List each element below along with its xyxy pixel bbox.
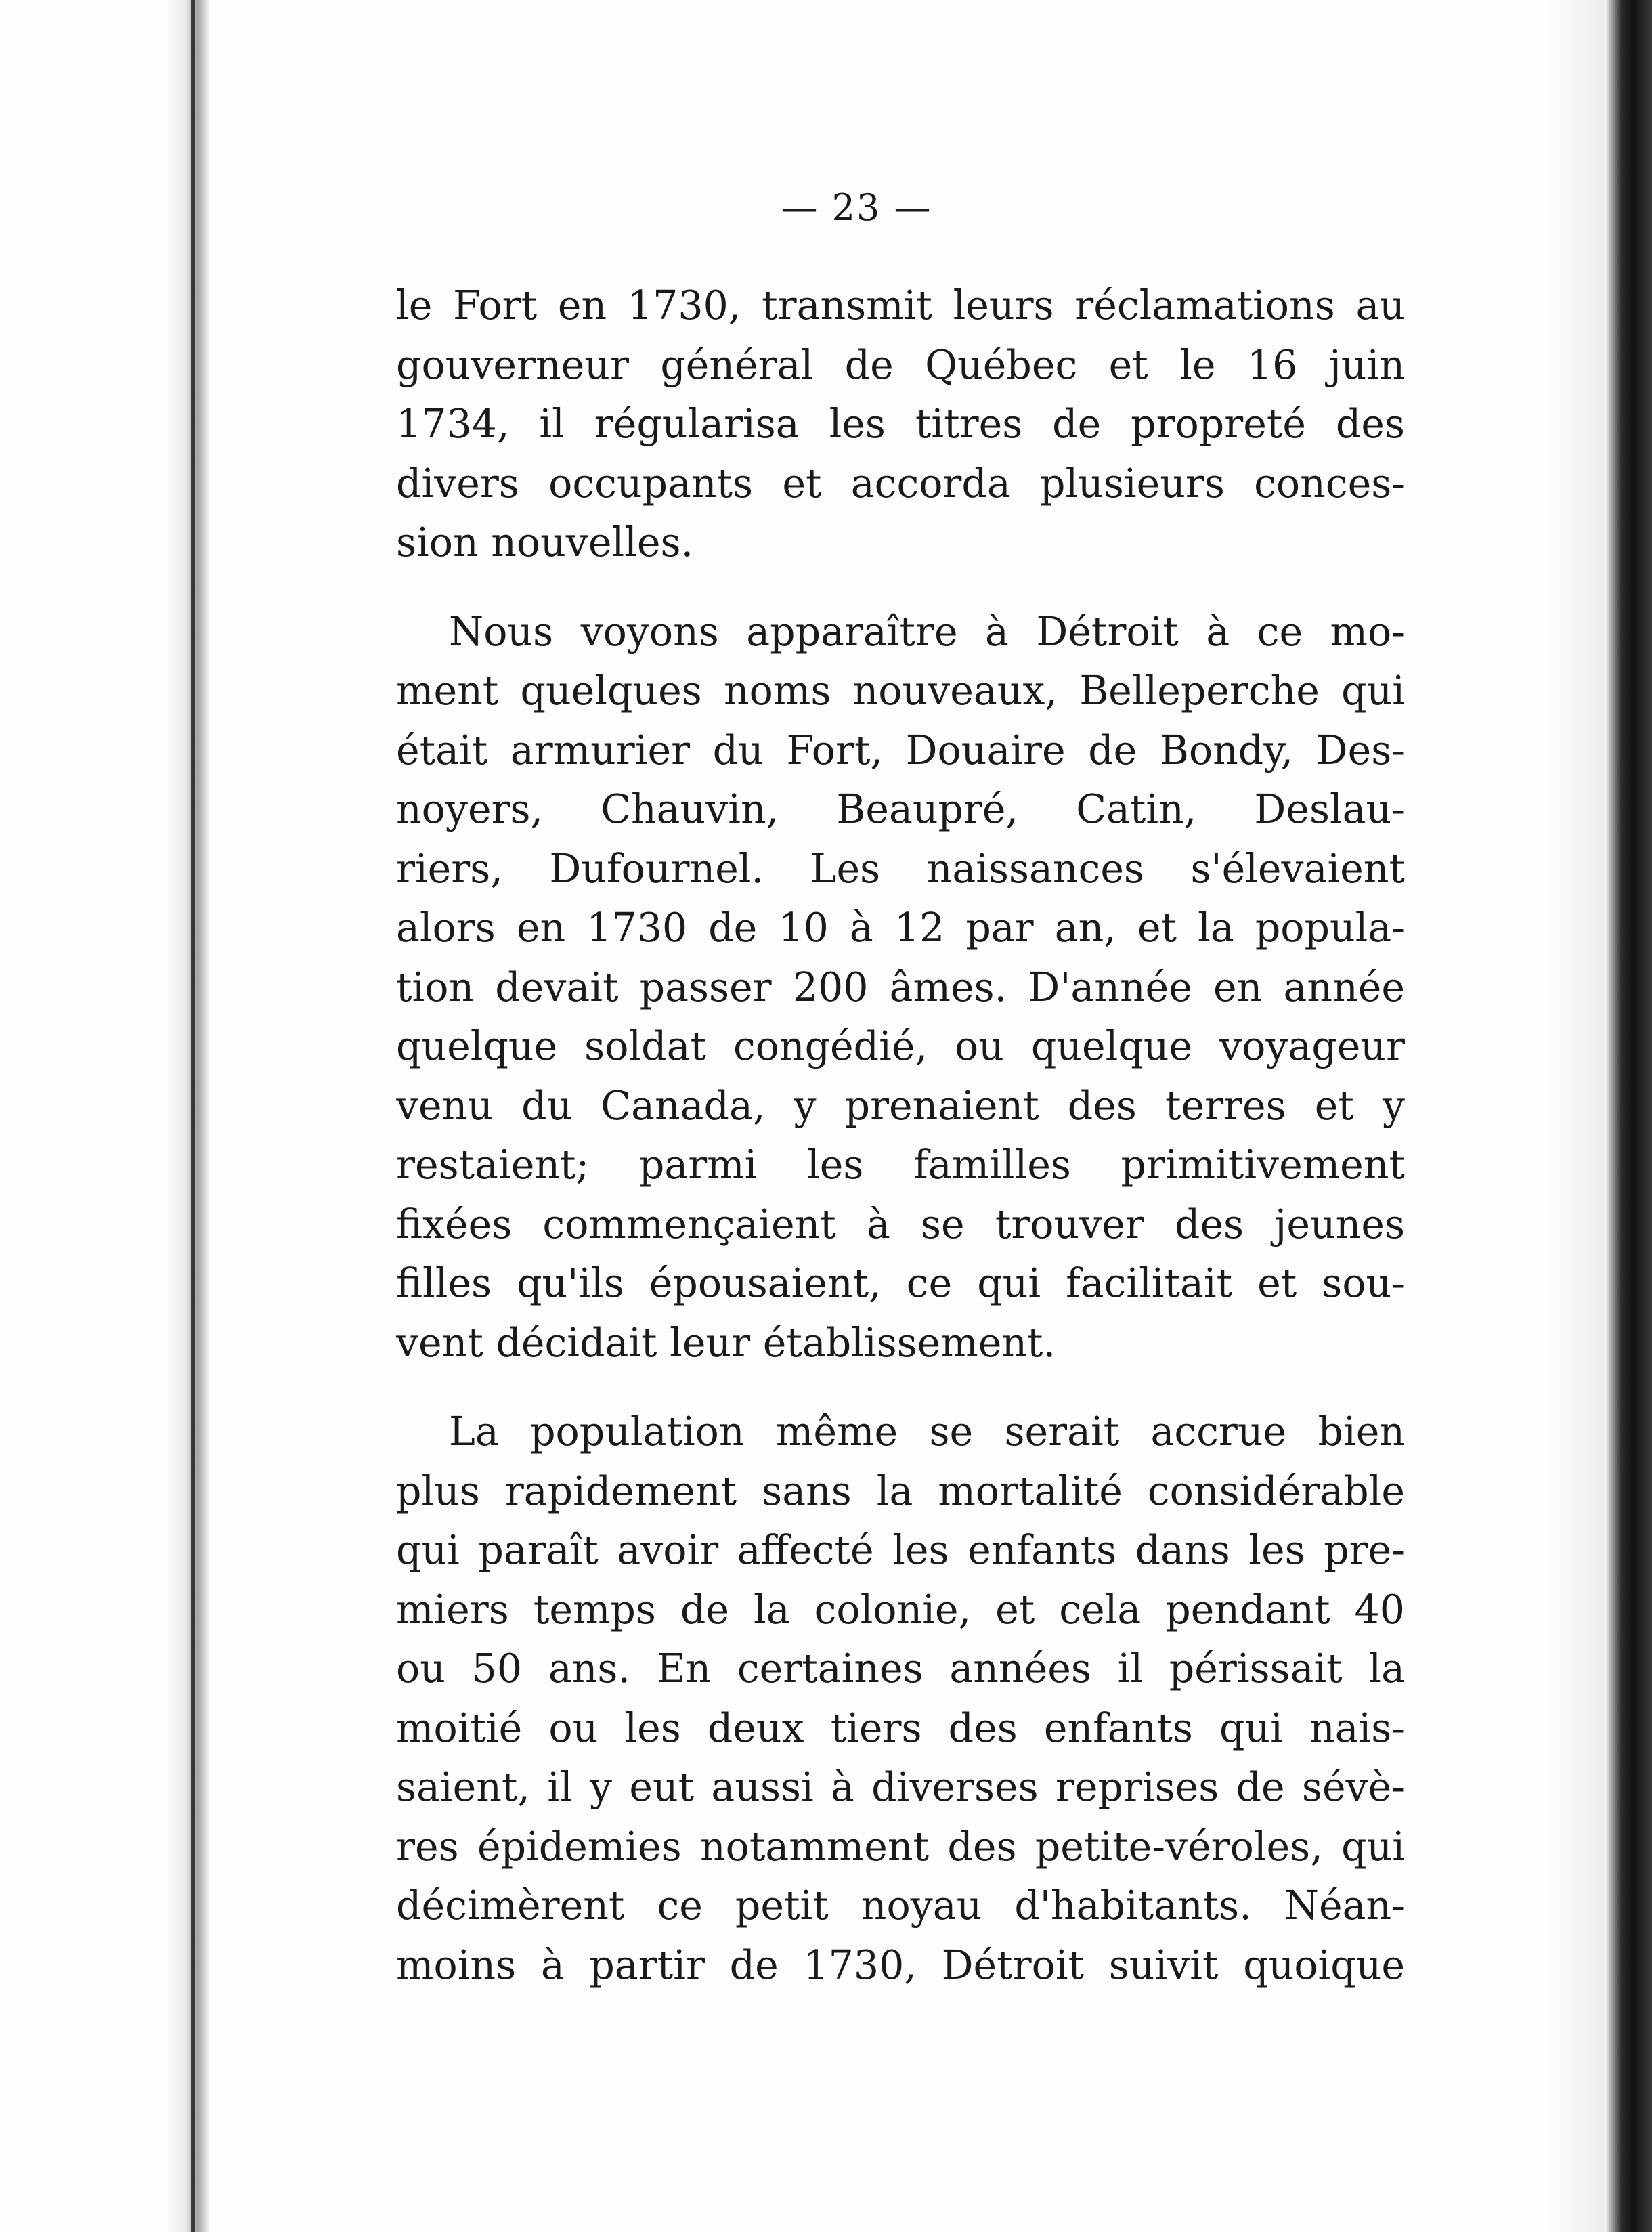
paragraph-1: [396, 276, 1405, 573]
text-line: vent décidait leur établissement.: [396, 1319, 1056, 1366]
text-line: Nous voyons apparaître à Détroit à ce mo-: [449, 608, 1405, 655]
page-edge-border: [1605, 0, 1652, 2232]
text-line: qui paraît avoir affecté les enfants dans les pre-: [396, 1527, 1405, 1573]
binding-edge-line: [191, 0, 195, 2232]
text-line: moins à partir de 1730, Détroit suivit quoique: [396, 1941, 1405, 1988]
text-line: fixées commençaient à se trouver des jeunes: [396, 1201, 1405, 1247]
text-line: filles qu'ils épousaient, ce qui facilitait et sou-: [396, 1260, 1405, 1306]
text-line: ment quelques noms nouveaux, Belleperche qui: [396, 668, 1405, 714]
text-line: venu du Canada, y prenaient des terres et y: [396, 1082, 1405, 1129]
text-line: plus rapidement sans la mortalité considérable: [396, 1467, 1405, 1514]
text-line: divers occupants et accorda plusieurs conces-: [396, 460, 1405, 507]
text-line: sion nouvelles.: [396, 519, 694, 565]
text-line: décimèrent ce petit noyau d'habitants. Néan-: [396, 1883, 1405, 1929]
text-line: tion devait passer 200 âmes. D'année en année: [396, 964, 1405, 1010]
text-line: ou 50 ans. En certaines années il périssait la: [396, 1646, 1405, 1692]
text-line: gouverneur général de Québec et le 16 juin: [396, 341, 1405, 388]
text-line: moitié ou les deux tiers des enfants qui nais-: [396, 1704, 1405, 1751]
text-line: le Fort en 1730, transmit leurs réclamations au: [396, 282, 1405, 328]
text-line: miers temps de la colonie, et cela pendant 40: [396, 1586, 1405, 1633]
page-edge-shadow: [1544, 0, 1605, 2232]
page-number: — 23 —: [781, 186, 932, 229]
text-line: était armurier du Fort, Douaire de Bondy, Des-: [396, 727, 1405, 773]
paragraph-3: [396, 1402, 1405, 1995]
text-line: restaient; parmi les familles primitivement: [396, 1142, 1405, 1188]
text-line: saient, il y eut aussi à diverses reprises de sévè-: [396, 1764, 1405, 1810]
text-line: riers, Dufournel. Les naissances s'élevaient: [396, 845, 1405, 892]
text-line: res épidemies notamment des petite-véroles, qui: [396, 1823, 1405, 1870]
binding-edge-shadow: [169, 0, 210, 2232]
text-line: quelque soldat congédié, ou quelque voyageur: [396, 1023, 1405, 1069]
paragraph-2: [396, 603, 1405, 1373]
text-line: La population même se serait accrue bien: [449, 1409, 1405, 1455]
text-line: noyers, Chauvin, Beaupré, Catin, Deslau-: [396, 786, 1405, 832]
text-line: alors en 1730 de 10 à 12 par an, et la popula-: [396, 905, 1405, 951]
body-text: [396, 276, 1405, 1995]
text-line: 1734, il régularisa les titres de propreté des: [396, 401, 1405, 447]
